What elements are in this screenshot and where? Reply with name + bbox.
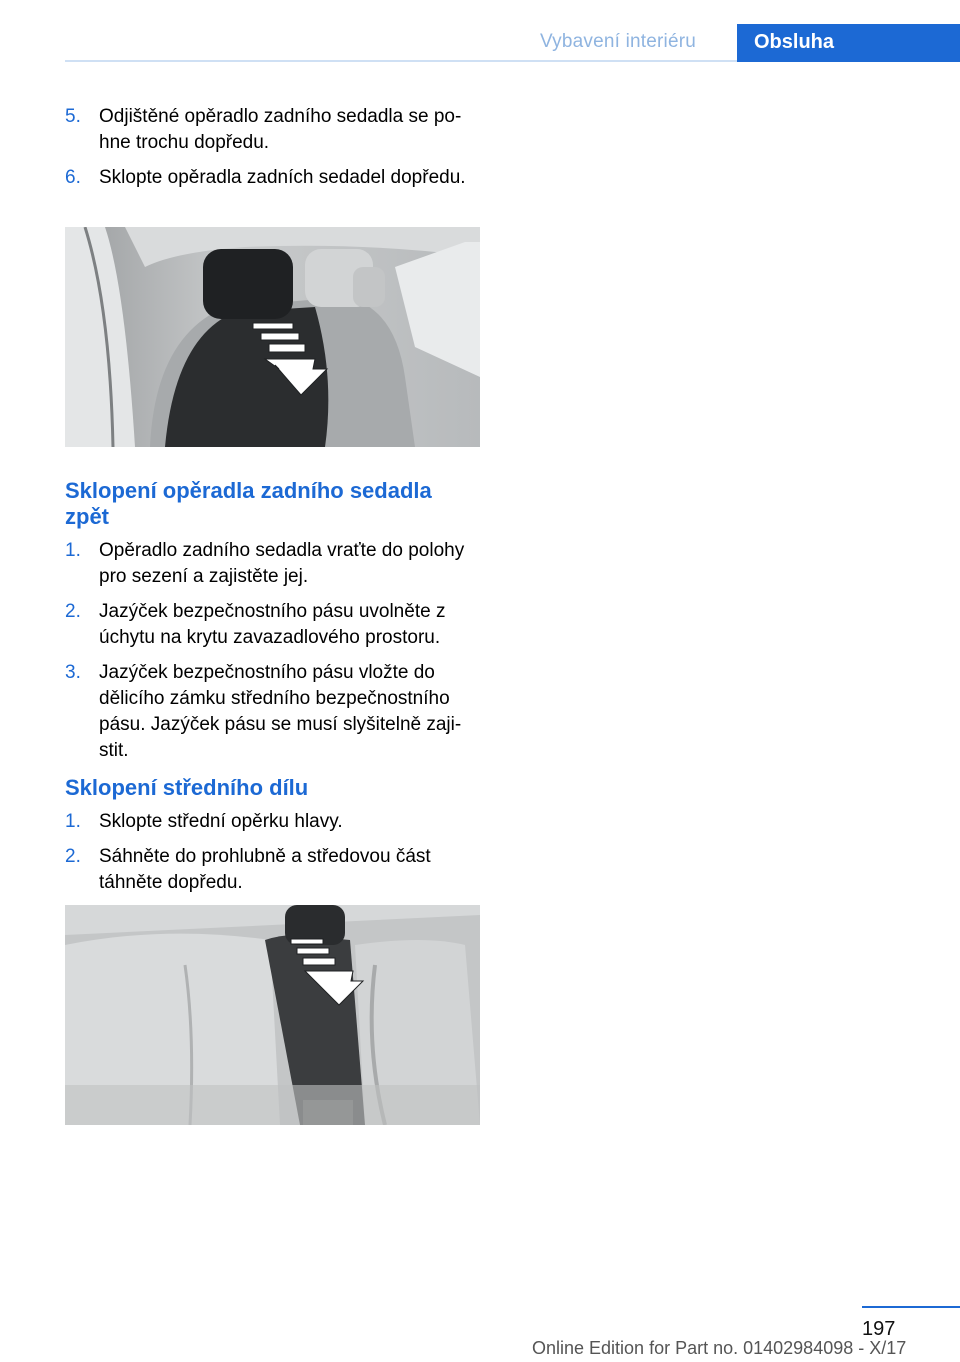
step-number: 1. [65, 811, 81, 832]
step-text: Jazýček bezpečnostního pásu vložte do dělicího zámku středního bezpečnostního pásu. Jazýček pásu se musí slyšitelně zajistit. [99, 662, 462, 761]
footer-rule [862, 1306, 960, 1308]
section-heading: Sklopení opěradla zadního sedadla zpět [65, 478, 432, 529]
step-number: 3. [65, 662, 81, 683]
step-text: Odjištěné opěradlo zadního sedadla se pohne trochu dopředu. [99, 106, 462, 153]
step-text: Sklopte střední opěrku hlavy. [99, 811, 343, 832]
page-number: 197 [862, 1318, 896, 1340]
header-section-title: Vybavení interiéru [540, 31, 697, 52]
list-item [65, 104, 480, 156]
rear-seat-backrest-illustration [65, 227, 480, 447]
edition-note: Online Edition for Part no. 01402984098 - X/17 [532, 1338, 907, 1358]
section-heading: Sklopení středního dílu [65, 775, 309, 800]
step-text: Opěradlo zadního sedadla vraťte do polohy pro sezení a zajistěte jej. [99, 540, 465, 587]
list-item [65, 538, 480, 590]
step-text: Sklopte opěradla zadních sedadel dopředu. [99, 167, 466, 188]
list-item [65, 809, 480, 835]
section-fold-back [65, 478, 480, 773]
header-tab[interactable] [737, 24, 960, 62]
step-number: 6. [65, 167, 81, 188]
step-number: 1. [65, 540, 81, 561]
list-item [65, 660, 480, 764]
step-text: Sáhněte do prohlubně a středovou část táhněte dopředu. [99, 846, 431, 893]
center-section-illustration [65, 905, 480, 1125]
header-tab-label: Obsluha [754, 31, 835, 53]
steps-fold-forward [65, 104, 480, 200]
step-number: 5. [65, 106, 81, 127]
list-item [65, 844, 480, 896]
step-number: 2. [65, 601, 81, 622]
section-center-part [65, 775, 480, 905]
step-number: 2. [65, 846, 81, 867]
list-item [65, 599, 480, 651]
step-text: Jazýček bezpečnostního pásu uvolněte z úchytu na krytu zavazadlového prostoru. [99, 601, 446, 648]
list-item [65, 165, 480, 191]
